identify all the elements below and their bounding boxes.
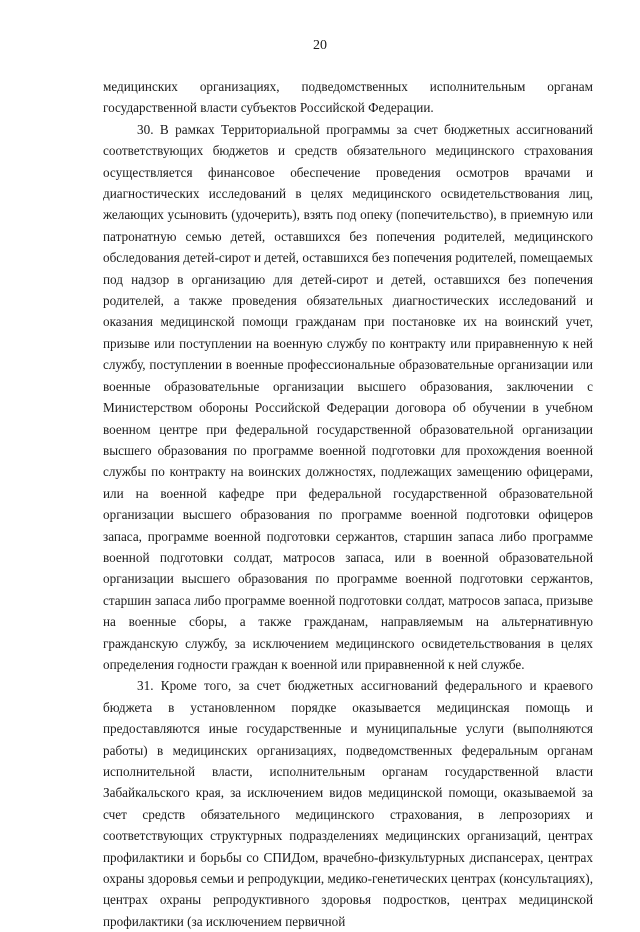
page-number: 20 — [313, 38, 327, 53]
paragraph-item-30: 30. В рамках Территориальной программы за счет бюджетных ассигнований соответствующих бюджетов и средств обязательного медицинского страхования осуществляется финансовое обеспечение проведения осмотров врачами и диагностических исследований в целях медицинского освидетельствования лиц, желающих усыновить (удочерить), взять под опеку (попечительство), в приемную или патронатную семью детей, оставшихся без попечения родителей, медицинского обследования детей-сирот и детей, оставшихся без попечения родителей, помещаемых под надзор в организацию для детей-сирот и детей, оставшихся без попечения родителей, а также проведения обязательных диагностических исследований и оказания медицинской помощи гражданам при постановке их на воинский учет, призыве или поступлении на военную службу по контракту или приравненную к ней службу, поступлении в военные профессиональные образовательные организации или военные образовательные организации высшего образования, заключении с Министерством обороны Российской Федерации договора об обучении в учебном военном центре при федеральной государственной образовательной организации высшего образования по программе военной подготовки для прохождения военной службы по контракту на воинских должностях, подлежащих замещению офицерами, или на военной кафедре при федеральной государственной образовательной организации высшего образования по программе военной подготовки офицеров запаса, программе военной подготовки сержантов, старшин запаса либо программе военной подготовки солдат, матросов запаса, или в военной образовательной организации высшего образования по программе военной подготовки сержантов, старшин запаса либо программе военной подготовки солдат, матросов запаса, призыве на военные сборы, а также гражданам, направляемым на альтернативную гражданскую службу, за исключением медицинского освидетельствования в целях определения годности граждан к военной или приравненной к ней службе. — [103, 121, 593, 672]
paragraph-continuation: медицинских организациях, подведомственных исполнительным органам государственной власти субъектов Российской Федерации. — [103, 79, 593, 116]
body-text — [103, 76, 593, 932]
paragraph-item-31: 31. Кроме того, за счет бюджетных ассигнований федерального и краевого бюджета в установленном порядке оказывается медицинская помощь и предоставляются иные государственные и муниципальные услуги (выполняются работы) в медицинских организациях, подведомственных федеральным органам исполнительной власти, исполнительным органам государственной власти Забайкальского края, за исключением видов медицинской помощи, оказываемой за счет средств обязательного медицинского страхования, в лепрозориях и соответствующих структурных подразделениях медицинских организаций, центрах профилактики и борьбы со СПИДом, врачебно-физкультурных диспансерах, центрах охраны здоровья семьи и репродукции, медико-генетических центрах (консультациях), центрах охраны репродуктивного здоровья подростков, центрах медицинской профилактики (за исключением первичной — [103, 678, 593, 929]
